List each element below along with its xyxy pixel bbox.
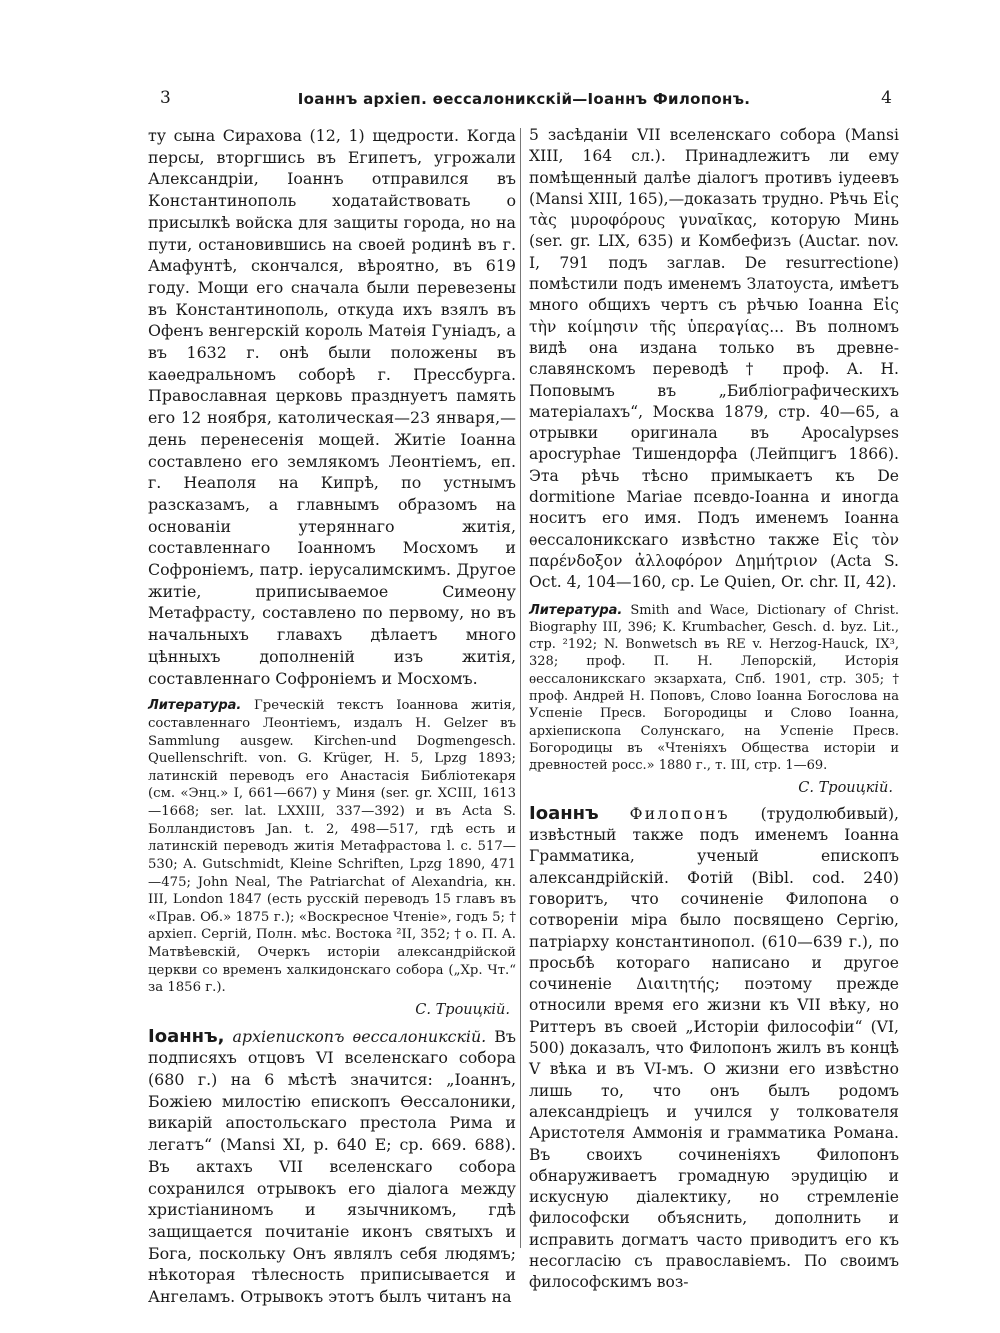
page-number-left: 3 [160, 88, 171, 108]
right-literature-text: Smith and Wace, Dictionary of Christ. Biography III, 396; K. Krumbacher, Gesch. d. byz. Lit., стр. ²192; N. Bonwetsch въ RE v. Herzog-Hauck, IX³, 328; проф. П. Н. Лепорскій, Исторія ѳессалоникскаго экзархата, Спб. 1901, стр. 305; † проф. Андрей Н. Поповъ, Слово Іоанна Богослова на Успеніе Пресв. Богородицы и Слово Іоанна, архіепископа Солунскаго, на Успеніе Пресв. Богородицы въ «Чтеніяхъ Общества исторіи и древностей росс.» 1880 г., т. III, стр. 1—69. [529, 602, 899, 774]
entry-heading-ioann-philoponus: Іоаннъ [529, 802, 599, 824]
right-signature: С. Троицкій. [798, 779, 893, 796]
left-entry-text: Въ подписяхъ отцовъ VI вселенскаго собора (680 г.) на 6 мѣстѣ значится: „Іоаннъ, Божіею милостію епископъ Ѳессалоники, викарій апостольскаго престола Рима и легатъ“ (Mansi XI, p. 640 E; ср. 669. 688). Въ актахъ VII вселенскаго собора сохранился отрывокъ его діалога между христіаниномъ и язычникомъ, гдѣ защищается почитаніе иконъ святыхъ и Бога, поскольку Онъ являлъ себя людямъ; нѣкоторая тѣлесность приписывается и Ангеламъ. Отрывокъ этотъ былъ читанъ на [148, 1026, 516, 1307]
left-literature-text: Греческій текстъ Іоаннова житія, составленнаго Леонтіемъ, издалъ H. Gelzer въ Sammlung ausgew. Kirchen-und Dogmengesch. Quellenschrift. von. G. Krüger, H. 5, Lpzg 1893; латинскій переводъ его Анастасія Библіотекаря (см. «Энц.» I, 661—667) у Миня (ser. gr. XCIII, 1613—1668; ser. lat. LXXIII, 337—392) и въ Acta S. Болландистовъ Jan. t. 2, 498—517, гдѣ есть и латинскій переводъ житія Метафрастова l. c. 517—530; A. Gutschmidt, Kleine Schriften, Lpzg 1890, 471—475; John Neal, The Patriarchat of Alexandria, кн. III, London 1847 (есть русскій переводъ 15 главъ въ «Прав. Об.» 1875 г.); «Воскресное Чтеніе», годъ 5; † архіеп. Сергій, Полн. мѣс. Востока ²II, 352; † о. П. А. Матвѣевскій, Очеркъ исторіи александрійской церкви со временъ халкидонскаго собора („Хр. Чт.“ за 1856 г.). [148, 698, 516, 996]
left-literature-block [148, 697, 516, 997]
entry-subheading-philoponus: Филопонъ [629, 804, 730, 823]
column-divider [520, 128, 521, 1248]
left-entry-paragraph [148, 1026, 516, 1308]
entry-subheading-archbishop: архіепископъ ѳессалоникскій. [232, 1026, 487, 1046]
left-signature: С. Троицкій. [415, 1001, 510, 1018]
right-main-paragraph: 5 засѣданіи VII вселенскаго собора (Mansi XIII, 164 сл.). Принадлежитъ ли ему помѣщенный далѣе діалогъ противъ іудеевъ (Mansi XIII, 165),—доказать трудно. Рѣчь Εἰς τὰς μυροφόρους γυναῖκας, которую Минь (ser. gr. LIX, 635) и Комбефизъ (Auctar. nov. I, 791 подъ заглав. De resurrectione) помѣстили подъ именемъ Златоуста, имѣетъ много общихъ чертъ съ рѣчью Іоанна Εἰς τὴν κοίμησιν τῆς ὑπεραγίας... Въ полномъ видѣ она издана только въ древне-славянскомъ переводѣ † проф. А. Н. Поповымъ въ „Библіографическихъ матеріалахъ“, Москва 1879, стр. 40—65, а отрывки оригинала въ Apocalypses apocryphae Тишендорфа (Лейпцигъ 1866). Эта рѣчь тѣсно примыкаетъ къ De dormitione Mariae псевдо-Іоанна и иногда носитъ его имя. Подъ именемъ Іоанна ѳессалоникскаго извѣстно также Εἰς τὸν παρένδοξον ἀλλοφόρον Δημήτριον (Acta S. Oct. 4, 104—160, ср. Le Quien, Or. chr. II, 42). [529, 126, 899, 592]
page-header [150, 88, 898, 112]
page-number-right: 4 [881, 88, 892, 108]
running-title: Іоаннъ архіеп. ѳессалоникскій—Іоаннъ Филопонъ. [297, 90, 751, 108]
left-column [148, 125, 516, 1308]
right-entry-text: (трудолюбивый), извѣстный также подъ именемъ Іоанна Грамматика, ученый епископъ александрійскій. Фотій (Bibl. cod. 240) говоритъ, что сочиненіе Филопона о сотвореніи міра было посвящено Сергію, патріарху константинопол. (610—639 г.), по просьбѣ котораго написано и другое сочиненіе Διαιτητής; поэтому прежде относили время его жизни къ VII вѣку, но Риттеръ въ своей „Исторіи философіи“ (VI, 500) доказалъ, что Филопонъ жилъ въ концѣ V вѣка и въ VI-мъ. О жизни его извѣстно лишь то, что онъ былъ родомъ александріецъ и учился у толкователя Аристотеля Аммонія и грамматика Романа. Въ своихъ сочиненіяхъ Филопонъ обнаруживаетъ громадную эрудицію и искусную діалектику, но стремленіе философски объяснить, дополнить и исправить догматъ часто приводитъ его къ несогласію съ православіемъ. По своимъ философскимъ воз- [529, 804, 899, 1292]
entry-heading-ioann-archbishop: Іоаннъ, [148, 1025, 225, 1047]
right-literature-block [529, 602, 899, 775]
left-main-paragraph: ту сына Сирахова (12, 1) щедрости. Когда персы, вторгшись въ Египетъ, угрожали Александріи, Іоаннъ отправился въ Константинополь ходатайствовать о присылкѣ войска для защиты города, но на пути, остановившись на своей родинѣ въ г. Амафунтѣ, скончался, вѣроятно, въ 619 году. Мощи его сначала были перевезены въ Константинополь, откуда ихъ взялъ въ Офенъ венгерскій король Матѳія Гуніадъ, а въ 1632 г. онѣ были положены въ каѳедральномъ соборѣ г. Прессбурга. Православная церковь празднуетъ память его 12 ноября, католическая—23 января,—день перенесенія мощей. Житіе Іоанна составлено его землякомъ Леонтіемъ, еп. г. Неаполя на Кипрѣ, по устнымъ разсказамъ, а главнымъ образомъ на основаніи утеряннаго житія, составленнаго Іоанномъ Мосхомъ и Софроніемъ, патр. іерусалимскимъ. Другое житіе, приписываемое Симеону Метафрасту, составлено по первому, но въ начальныхъ главахъ дѣлаетъ много цѣнныхъ дополненій изъ житія, составленнаго Софроніемъ и Мосхомъ. [148, 126, 516, 688]
right-column [529, 125, 899, 1294]
right-literature-heading: Литература. [529, 602, 623, 618]
right-entry-paragraph [529, 803, 899, 1294]
left-literature-heading: Литература. [148, 698, 242, 714]
